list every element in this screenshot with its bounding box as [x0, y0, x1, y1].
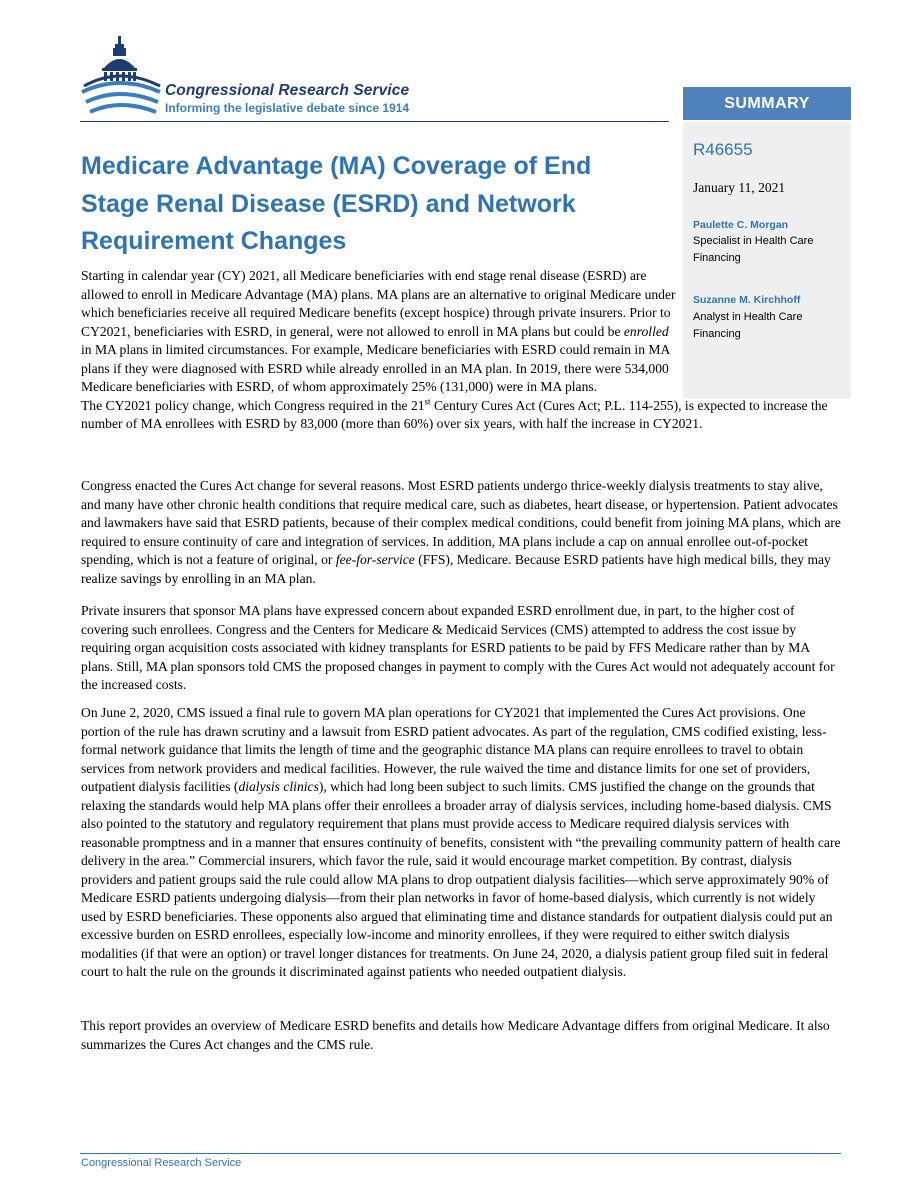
- paragraph-text: The CY2021 policy change, which Congress required in the 21: [81, 397, 425, 413]
- emphasis-text: fee-for-service: [335, 552, 415, 567]
- author-name: Paulette C. Morgan: [693, 219, 789, 231]
- report-date: January 11, 2021: [693, 180, 786, 195]
- paragraph-text: Congress enacted the Cures Act change for several reasons. Most ESRD patients undergo thrice-weekly dialysis treatments to stay alive, and many have other chronic health conditions that require medical care, such as diabetes, heart disease, or hypertension. Patient advocates and lawmakers have said that ESRD patients, because of their complex medical conditions, could benefit from joining MA plans, which are required to ensure continuity of care and integration of services. In addition, MA plans include a cap on annual enrollee out-of-pocket spending, which is not a feature of original, or: [81, 478, 841, 567]
- superscript-text: st: [424, 395, 431, 406]
- summary-paragraph: This report provides an overview of Medicare ESRD benefits and details how Medicare Advantage differs from original Medicare. It also summarizes the Cures Act changes and the CMS rule.: [81, 1018, 830, 1052]
- org-tagline: Informing the legislative debate since 1914: [165, 101, 410, 115]
- footer-text: Congressional Research Service: [81, 1157, 242, 1169]
- emphasis-text: enrolled: [623, 323, 669, 339]
- author-name: Suzanne M. Kirchhoff: [693, 294, 801, 306]
- summary-paragraph: Private insurers that sponsor MA plans have expressed concern about expanded ESRD enrollment due, in part, to the higher cost of covering such enrollees. Congress and the Centers for Medicare & Medicaid Services (CMS) attempted to address the cost issue by requiring organ acquisition costs associated with kidney transplants for ESRD patients to be paid by FFS Medicare rather than by MA plans. Still, MA plan sponsors told CMS the proposed changes in payment to comply with the Cures Act would not adequately account for the increased costs.: [81, 603, 835, 692]
- report-title: Medicare Advantage (MA) Coverage of End Stage Renal Disease (ESRD) and Network Requirement Changes: [81, 152, 592, 255]
- emphasis-text: dialysis clinics: [238, 779, 319, 794]
- author-role: Analyst in Health Care Financing: [693, 311, 803, 340]
- report-number: R46655: [693, 140, 753, 159]
- summary-label: SUMMARY: [683, 87, 851, 120]
- summary-paragraph: [81, 477, 843, 588]
- summary-paragraph: [81, 704, 843, 982]
- org-name: Congressional Research Service: [165, 82, 410, 99]
- paragraph-text: On June 2, 2020, CMS issued a final rule to govern MA plan operations for CY2021 that implemented the Cures Act provisions. One portion of the rule has drawn scrutiny and a lawsuit from ESRD patient advocates. As part of the regulation, CMS codified existing, less-formal network guidance that limits the length of time and the geographic distance MA plans can require enrollees to travel to obtain services from network providers and medical facilities. However, the rule waived the time and distance limits for one set of providers, outpatient dialysis facilities (: [81, 705, 827, 794]
- paragraph-text: Starting in calendar year (CY) 2021, all Medicare beneficiaries with end stage renal disease (ESRD) are allowed to enroll in Medicare Advantage (MA) plans. MA plans are an alternative to original Medicare under which beneficiaries receive all required Medicare benefits (except hospice) through private insurers. Prior to CY2021, beneficiaries with ESRD, in general, were not allowed to enroll in MA plans but could be: [81, 268, 676, 339]
- author-role: Specialist in Health Care Financing: [693, 235, 814, 264]
- paragraph-text: in MA plans in limited circumstances. For example, Medicare beneficiaries with ESRD could remain in MA plans if they were diagnosed with ESRD while already enrolled in an MA plan. In 2019, there were 534,000 Medicare beneficiaries with ESRD, of whom approximately 25% (131,000) were in MA plans.: [81, 342, 670, 394]
- header-divider: [80, 121, 669, 122]
- paragraph-text: ), which had long been subject to such limits. CMS justified the change on the grounds that relaxing the standards would help MA plans offer their enrollees a broader array of dialysis services, including home-based dialysis. CMS also pointed to the statutory and regulatory requirement that plans must provide access to Medicare required dialysis services with reasonable promptness and in a manner that ensures continuity of benefits, consistent with “the prevailing community pattern of health care delivery in the area.” Commercial insurers, which favor the rule, said it would encourage market competition. By contrast, dialysis providers and patient groups said the rule could allow MA plans to drop outpatient dialysis facilities—which serve approximately 90% of Medicare ESRD patients undergoing dialysis—from their plan networks in favor of home-based dialysis, which currently is not widely used by ESRD beneficiaries. These opponents also argued that eliminating time and distance standards for outpatient dialysis could put an excessive burden on ESRD enrollees, especially low-income and minority enrollees, if they were required to either switch dialysis modalities (if that were an option) or travel longer distances for treatments. On June 24, 2020, a dialysis patient group filed suit in federal court to halt the rule on the grounds it discriminated against patients who needed outpatient dialysis.: [81, 779, 841, 979]
- footer-divider: [80, 1153, 841, 1154]
- crs-capitol-logo-icon: [80, 36, 162, 125]
- paragraph-text: Century Cures Act (Cures Act; P.L. 114-255), is expected to increase the number of MA enrollees with ESRD by 83,000 (more than 60%) over six years, with half the increase in CY2021.: [81, 397, 828, 431]
- summary-paragraph: [81, 267, 843, 434]
- paragraph-text: (FFS), Medicare. Because ESRD patients have high medical bills, they may realize savings by enrolling in an MA plan.: [81, 552, 831, 586]
